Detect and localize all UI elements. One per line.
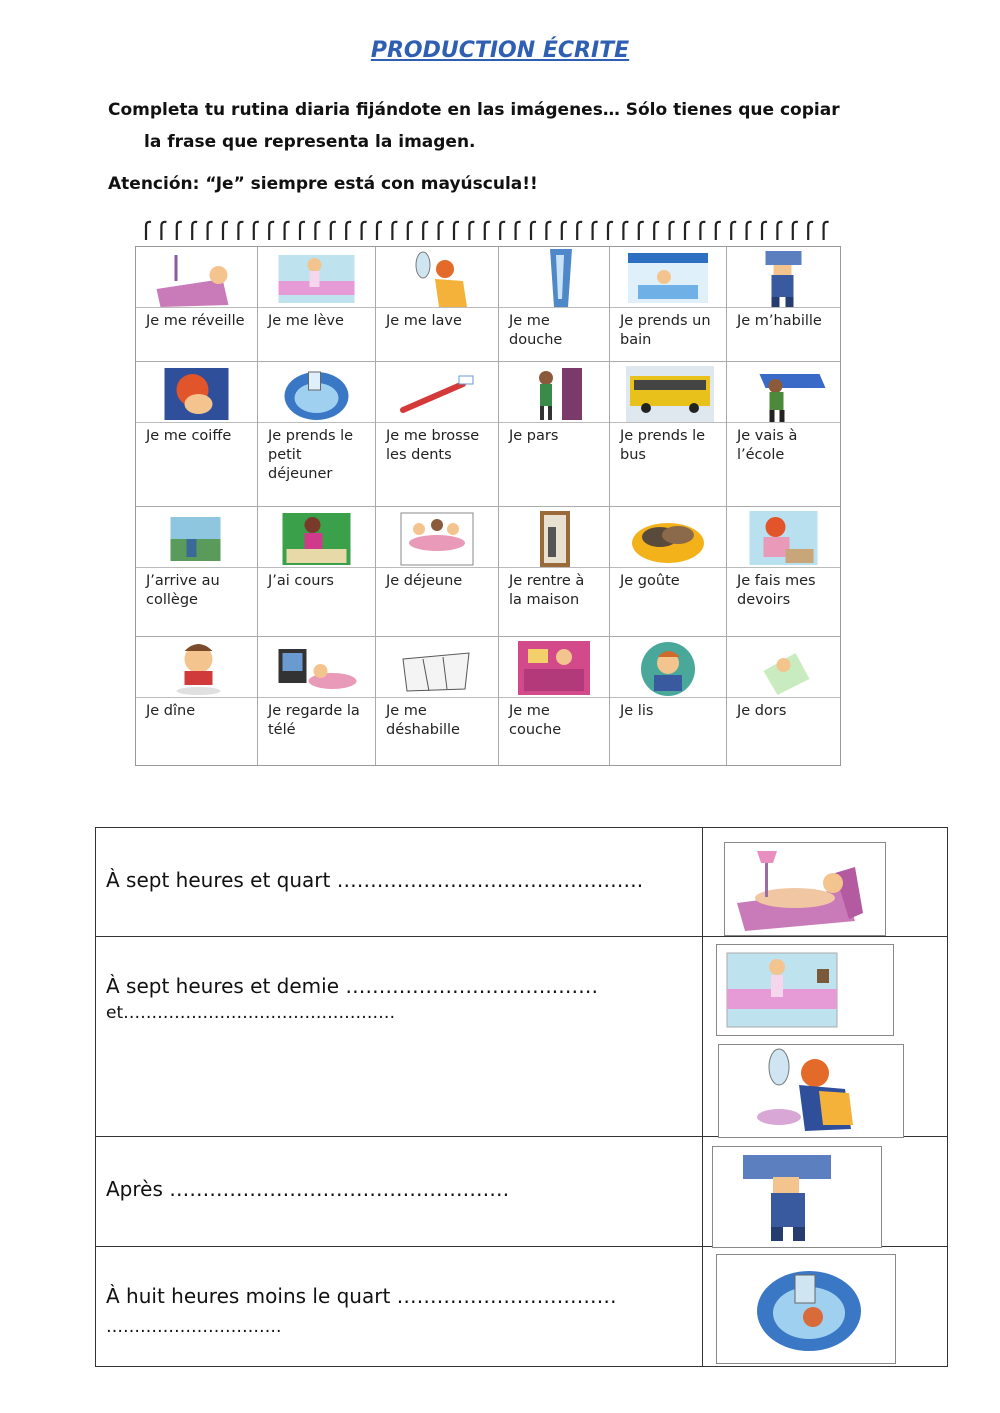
shower-icon <box>505 249 603 307</box>
homework-icon <box>733 509 834 567</box>
getting-up-icon <box>264 249 369 307</box>
routine-label: Je pars <box>499 422 609 506</box>
routine-label: Je me couche <box>499 697 609 765</box>
instruction-line-1: Completa tu rutina diaria fijándote en las imágenes… Sólo tienes que copiar <box>108 100 840 120</box>
spiral-ring <box>238 222 243 240</box>
spiral-ring <box>177 222 182 240</box>
spiral-ring <box>685 222 690 240</box>
getting-up-icon <box>717 945 893 1035</box>
routine-grid <box>135 246 841 766</box>
spiral-ring <box>593 222 598 240</box>
routine-cell <box>727 507 840 637</box>
spiral-ring <box>315 222 320 240</box>
page-title: PRODUCTION ÉCRITE <box>370 38 630 63</box>
routine-cell <box>136 507 258 637</box>
spiral-ring <box>716 222 721 240</box>
spiral-ring <box>408 222 413 240</box>
class-icon <box>264 509 369 567</box>
sleeping-icon <box>733 639 834 697</box>
routine-cell <box>727 637 840 765</box>
routine-label: Je regarde la télé <box>258 697 375 765</box>
spiral-ring <box>285 222 290 240</box>
spiral-ring <box>469 222 474 240</box>
spiral-ring <box>654 222 659 240</box>
tv-icon <box>264 639 369 697</box>
spiral-ring <box>562 222 567 240</box>
answer-prompt[interactable]: À sept heures et demie …………………………..…… et………………………………………… <box>106 974 599 1023</box>
bath-icon <box>616 249 720 307</box>
instruction-line-2: la frase que representa la imagen. <box>144 132 476 152</box>
spiral-ring <box>531 222 536 240</box>
bus-icon <box>616 364 720 422</box>
spiral-ring <box>623 222 628 240</box>
spiral-ring <box>192 222 197 240</box>
spiral-ring <box>300 222 305 240</box>
breakfast-thumbnail <box>716 1254 896 1364</box>
spiral-ring <box>377 222 382 240</box>
toothbrush-icon <box>382 364 492 422</box>
spiral-ring <box>346 222 351 240</box>
waking-up-thumbnail <box>724 842 886 936</box>
breakfast-icon <box>264 364 369 422</box>
routine-label: Je me douche <box>499 307 609 361</box>
washing-icon <box>382 249 492 307</box>
answer-prompt[interactable]: Après …………………………………………… <box>106 1177 510 1201</box>
routine-cell <box>258 247 376 362</box>
spiral-ring <box>269 222 274 240</box>
routine-cell <box>499 507 610 637</box>
answer-prompt[interactable]: À sept heures et quart ………………………………………. <box>106 868 644 892</box>
routine-cell <box>610 507 727 637</box>
coming-home-icon <box>505 509 603 567</box>
spiral-ring <box>146 222 151 240</box>
routine-cell <box>136 362 258 507</box>
spiral-binding <box>140 220 840 242</box>
washing-thumbnail <box>718 1044 904 1138</box>
routine-cell <box>136 637 258 765</box>
routine-label: Je prends le petit déjeuner <box>258 422 375 506</box>
spiral-ring <box>423 222 428 240</box>
spiral-ring <box>439 222 444 240</box>
spiral-ring <box>254 222 259 240</box>
routine-cell <box>376 507 499 637</box>
hair-combing-icon <box>142 364 251 422</box>
going-to-school-icon <box>733 364 834 422</box>
waking-up-icon <box>142 249 251 307</box>
routine-label: Je déjeune <box>376 567 498 636</box>
spiral-ring <box>223 222 228 240</box>
spiral-ring <box>392 222 397 240</box>
lunch-icon <box>382 509 492 567</box>
spiral-ring <box>454 222 459 240</box>
routine-label: Je m’habille <box>727 307 840 361</box>
routine-cell <box>499 637 610 765</box>
instructions <box>108 94 868 158</box>
routine-cell <box>258 362 376 507</box>
spiral-ring <box>516 222 521 240</box>
routine-label: Je me lève <box>258 307 375 361</box>
spiral-ring <box>639 222 644 240</box>
routine-cell <box>258 637 376 765</box>
spiral-ring <box>161 222 166 240</box>
dressing-icon <box>733 249 834 307</box>
spiral-ring <box>362 222 367 240</box>
spiral-ring <box>331 222 336 240</box>
spiral-ring <box>700 222 705 240</box>
washing-icon <box>719 1045 903 1137</box>
routine-label: Je dîne <box>136 697 257 765</box>
routine-label: Je prends le bus <box>610 422 726 506</box>
breakfast-icon <box>717 1255 895 1363</box>
spiral-ring <box>485 222 490 240</box>
dinner-icon <box>142 639 251 697</box>
routine-cell <box>376 362 499 507</box>
spiral-ring <box>577 222 582 240</box>
routine-label: Je me brosse les dents <box>376 422 498 506</box>
routine-cell <box>499 362 610 507</box>
routine-label: Je rentre à la maison <box>499 567 609 636</box>
dressing-thumbnail <box>712 1146 882 1248</box>
routine-label: Je me coiffe <box>136 422 257 506</box>
routine-label: Je lis <box>610 697 726 765</box>
leaving-icon <box>505 364 603 422</box>
spiral-ring <box>793 222 798 240</box>
routine-label: Je me déshabille <box>376 697 498 765</box>
routine-cell <box>376 637 499 765</box>
routine-cell <box>727 362 840 507</box>
arriving-school-icon <box>142 509 251 567</box>
attention-note: Atención: “Je” siempre está con mayúscula!! <box>108 174 538 194</box>
routine-label: J’ai cours <box>258 567 375 636</box>
routine-cell <box>610 362 727 507</box>
answer-prompt[interactable]: À huit heures moins le quart …………………………… …………………………. <box>106 1284 617 1337</box>
spiral-ring <box>500 222 505 240</box>
routine-cell <box>610 637 727 765</box>
routine-cell <box>610 247 727 362</box>
routine-label: Je dors <box>727 697 840 765</box>
spiral-ring <box>777 222 782 240</box>
dressing-icon <box>713 1147 881 1247</box>
routine-cell <box>499 247 610 362</box>
reading-icon <box>616 639 720 697</box>
waking-up-icon <box>725 843 885 935</box>
spiral-ring <box>670 222 675 240</box>
spiral-ring <box>762 222 767 240</box>
answer-table <box>95 827 948 1367</box>
routine-label: Je me lave <box>376 307 498 361</box>
spiral-ring <box>546 222 551 240</box>
spiral-ring <box>747 222 752 240</box>
routine-label: Je goûte <box>610 567 726 636</box>
spiral-ring <box>824 222 829 240</box>
snack-icon <box>616 509 720 567</box>
spiral-ring <box>731 222 736 240</box>
routine-label: J’arrive au collège <box>136 567 257 636</box>
going-to-bed-icon <box>505 639 603 697</box>
routine-cell <box>258 507 376 637</box>
routine-cell <box>727 247 840 362</box>
getting-up-thumbnail <box>716 944 894 1036</box>
spiral-ring <box>608 222 613 240</box>
undressing-icon <box>382 639 492 697</box>
routine-label: Je me réveille <box>136 307 257 361</box>
routine-cell <box>376 247 499 362</box>
routine-label: Je vais à l’école <box>727 422 840 506</box>
routine-cell <box>136 247 258 362</box>
spiral-ring <box>208 222 213 240</box>
routine-label: Je fais mes devoirs <box>727 567 840 636</box>
spiral-ring <box>808 222 813 240</box>
routine-label: Je prends un bain <box>610 307 726 361</box>
